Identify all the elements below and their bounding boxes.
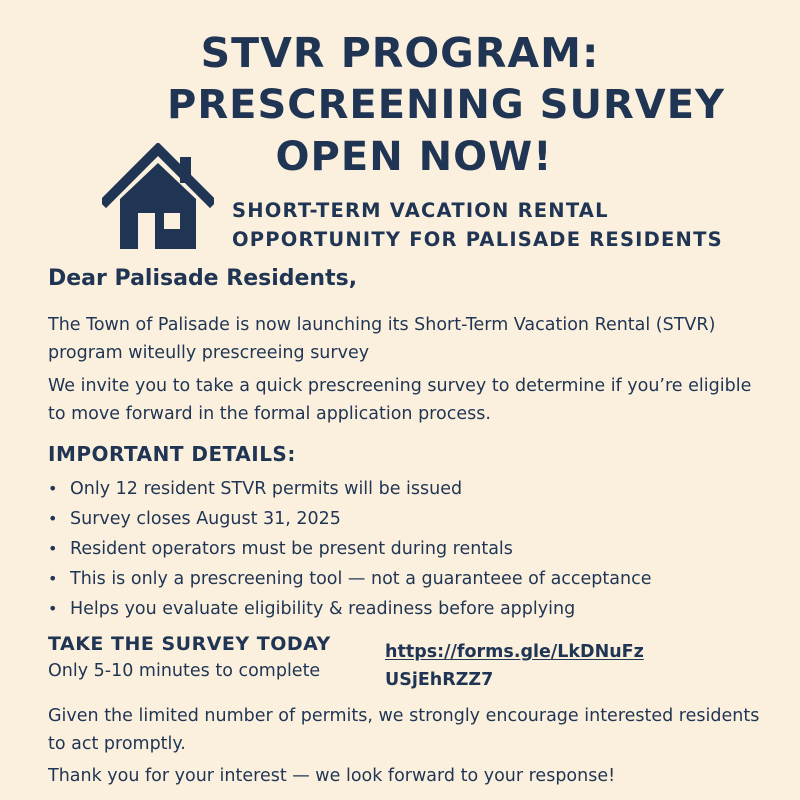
headline-line-2: PRESCREENING SURVEY [167,82,725,128]
survey-duration-text: Only 5-10 minutes to complete [48,661,321,681]
greeting: Dear Palisade Residents, [48,266,358,291]
list-item-text: Helps you evaluate eligibility & readiness before applying [70,599,576,619]
list-item [48,594,768,624]
intro-paragraph-1: The Town of Palisade is now launching its Short-Term Vacation Rental (STVR) program witeully prescreeing survey [48,315,716,363]
list-item [48,534,768,564]
bullet-icon: • [48,599,58,618]
headline-line-1: STVR PROGRAM: [200,29,600,77]
list-item-text: Resident operators must be present during rentals [70,539,513,559]
house-icon [102,143,214,251]
survey-link-line-1[interactable]: https://forms.gle/LkDNuFz [385,642,644,662]
closing-paragraph-1: Given the limited number of permits, we strongly encourage interested residents to act promptly. [48,706,760,754]
important-details-list [48,474,768,624]
survey-link[interactable] [385,638,685,694]
bullet-icon: • [48,539,58,558]
subheadline-line-1: SHORT-TERM VACATION RENTAL [232,199,609,222]
headline-line-3: OPEN NOW! [275,134,553,180]
survey-link-line-2[interactable]: USjEhRZZ7 [385,670,494,690]
bullet-icon: • [48,509,58,528]
survey-cta-heading: TAKE THE SURVEY TODAY [48,633,331,655]
bullet-icon: • [48,479,58,498]
list-item [48,474,768,504]
closing-paragraph-2: Thank you for your interest — we look forward to your response! [48,766,616,786]
important-details-heading: IMPORTANT DETAILS: [48,442,296,466]
subheadline-line-2: OPPORTUNITY FOR PALISADE RESIDENTS [232,228,723,251]
list-item-text: Survey closes August 31, 2025 [70,509,341,529]
intro-paragraph-2: We invite you to take a quick prescreening survey to determine if you’re eligible to move forward in the formal application process. [48,376,752,424]
list-item-text: This is only a prescreening tool — not a guaranteee of acceptance [70,569,652,589]
list-item [48,504,768,534]
list-item-text: Only 12 resident STVR permits will be issued [70,479,463,499]
list-item [48,564,768,594]
bullet-icon: • [48,569,58,588]
